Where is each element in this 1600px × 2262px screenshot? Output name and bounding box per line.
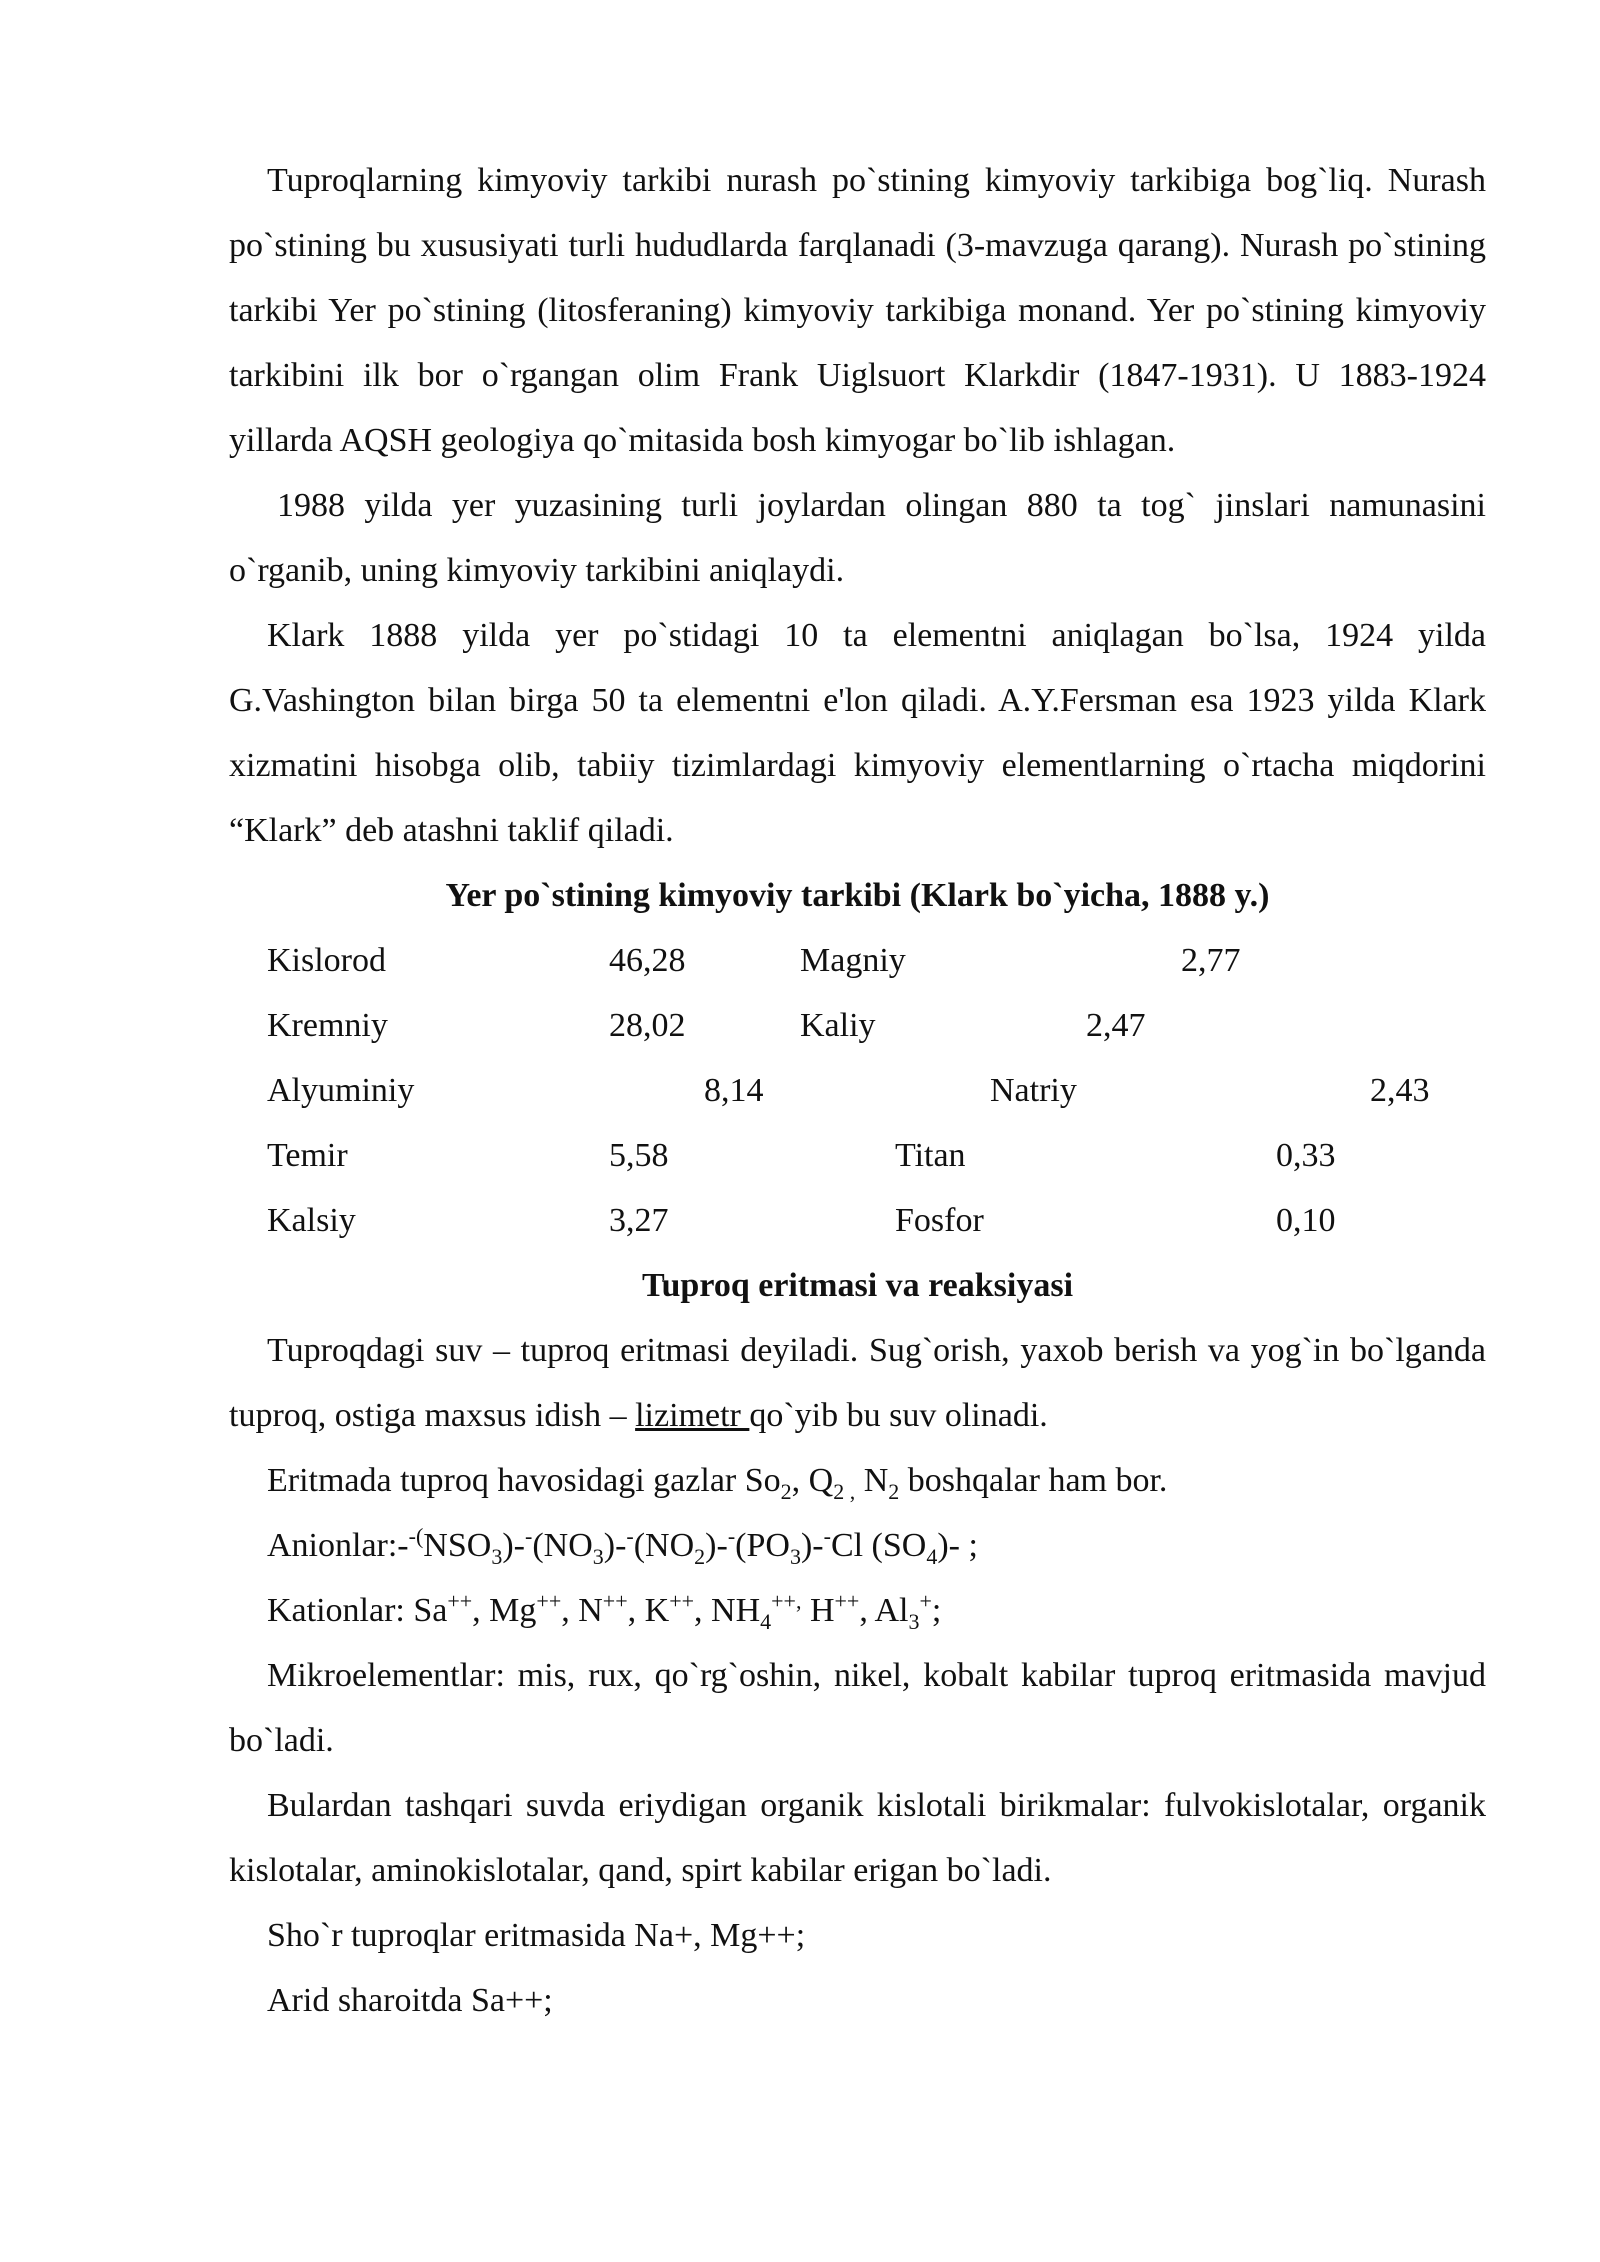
text: , Al (859, 1592, 909, 1629)
subscript: 4 (760, 1608, 772, 1634)
element-value: 28,02 (609, 1007, 686, 1044)
subscript: 2 , (833, 1478, 856, 1504)
element-name: Temir (267, 1137, 348, 1174)
element-name: Natriy (990, 1072, 1077, 1109)
superscript: - (626, 1523, 634, 1549)
element-name: Alyuminiy (267, 1072, 415, 1109)
element-name: Magniy (800, 942, 906, 979)
superscript: + (919, 1588, 932, 1614)
table-row (229, 1058, 1486, 1123)
superscript: ++ (669, 1588, 695, 1614)
subscript: 3 (491, 1543, 503, 1569)
table-row (229, 1123, 1486, 1188)
element-value: 0,33 (1276, 1137, 1336, 1174)
subscript: 3 (789, 1543, 801, 1569)
lizimetr-term: lizimetr (635, 1397, 750, 1434)
cations-line (229, 1578, 1486, 1643)
text: Cl (SO (830, 1527, 927, 1564)
element-name: Kislorod (267, 942, 386, 979)
microelements-paragraph: Mikroelementlar: mis, rux, qo`rg`oshin, nikel, kobalt kabilar tuproq eritmasida mavjud bo`ladi. (229, 1657, 1486, 1759)
superscript: - (823, 1523, 831, 1549)
text: )- (705, 1527, 728, 1564)
text: (PO (735, 1527, 790, 1564)
text: , Q (791, 1462, 834, 1499)
text: NSO (423, 1527, 492, 1564)
subscript: 4 (926, 1543, 938, 1569)
element-value: 2,43 (1370, 1072, 1430, 1109)
text: Eritmada tuproq havosidagi gazlar So (267, 1462, 781, 1499)
text: qo`yib bu suv olinadi. (749, 1397, 1048, 1434)
superscript: ++ (536, 1588, 562, 1614)
element-value: 2,77 (1181, 942, 1241, 979)
element-value: 2,47 (1086, 1007, 1146, 1044)
text: )- ; (937, 1527, 978, 1564)
subscript: 3 (592, 1543, 604, 1569)
text: )- (502, 1527, 525, 1564)
subscript: 2 (780, 1478, 792, 1504)
text: (NO (532, 1527, 593, 1564)
superscript: ++, (771, 1588, 802, 1614)
text: , N (561, 1592, 603, 1629)
text: Tuproqdagi suv – tuproq eritmasi deyiladi. Sug`orish, yaxob berish va yog`in bo`lganda tuproq, ostiga maxsus idish – (229, 1332, 1486, 1434)
element-name: Kaliy (800, 1007, 876, 1044)
text: )- (800, 1527, 824, 1564)
table-row (229, 1188, 1486, 1253)
element-value: 0,10 (1276, 1202, 1336, 1239)
element-value: 46,28 (609, 942, 686, 979)
element-table (229, 928, 1486, 1253)
intro-paragraph-3: Klark 1888 yilda yer po`stidagi 10 ta elementni aniqlagan bo`lsa, 1924 yilda G.Vashington bilan birga 50 ta elementni e'lon qiladi. A.Y.Fersman esa 1923 yilda Klark xizmatini hisobga olib, tabiiy tizimlardagi kimyoviy elementlarning o`rtacha miqdorini “Klark” deb atashni taklif qiladi. (229, 617, 1486, 849)
section-title: Tuproq eritmasi va reaksiyasi (641, 1267, 1074, 1304)
gases-line (229, 1448, 1486, 1513)
element-value: 3,27 (609, 1202, 669, 1239)
table-row (229, 993, 1486, 1058)
text: )- (603, 1527, 627, 1564)
superscript: - (524, 1523, 533, 1549)
element-value: 5,58 (609, 1137, 669, 1174)
subscript: 2 (888, 1478, 900, 1504)
text: Kationlar: Sa (267, 1592, 448, 1629)
superscript: ++ (834, 1588, 860, 1614)
subscript: 3 (908, 1608, 920, 1634)
element-name: Titan (895, 1137, 966, 1174)
text: , K (627, 1592, 670, 1629)
superscript: - (727, 1523, 736, 1549)
element-name: Fosfor (895, 1202, 984, 1239)
subscript: 2 (694, 1543, 706, 1569)
document-page (229, 148, 1486, 2033)
element-name: Kalsiy (267, 1202, 356, 1239)
element-value: 8,14 (704, 1072, 764, 1109)
intro-paragraph-2: 1988 yilda yer yuzasining turli joylardan olingan 880 ta tog` jinslari namunasini o`rganib, uning kimyoviy tarkibini aniqlaydi. (229, 487, 1486, 589)
superscript: ++ (602, 1588, 628, 1614)
anions-line (229, 1513, 1486, 1578)
table-row (229, 928, 1486, 993)
arid-conditions-line: Arid sharoitda Sa++; (267, 1982, 553, 2019)
text: ; (931, 1592, 942, 1629)
organic-compounds-paragraph: Bulardan tashqari suvda eriydigan organik kislotali birikmalar: fulvokislotalar, organik kislotalar, aminokislotalar, qand, spirt kabilar erigan bo`ladi. (229, 1787, 1486, 1889)
superscript: ++ (447, 1588, 473, 1614)
intro-paragraph-1: Tuproqlarning kimyoviy tarkibi nurash po`stining kimyoviy tarkibiga bog`liq. Nurash po`stining bu xususiyati turli hududlarda farqlanadi (3-mavzuga qarang). Nurash po`stining tarkibi Yer po`stining (litosferaning) kimyoviy tarkibiga monand. Yer po`stining kimyoviy tarkibini ilk bor o`rgangan olim Frank Uiglsuort Klarkdir (1847-1931). U 1883-1924 yillarda AQSH geologiya qo`mitasida bosh kimyogar bo`lib ishlagan. (229, 162, 1486, 459)
soil-solution-paragraph (229, 1318, 1486, 1448)
text: N (855, 1462, 889, 1499)
text: H (801, 1592, 835, 1629)
text: boshqalar ham bor. (899, 1462, 1168, 1499)
saline-soils-line: Sho`r tuproqlar eritmasida Na+, Mg++; (267, 1917, 806, 1954)
table-title: Yer po`stining kimyoviy tarkibi (Klark bo`yicha, 1888 y.) (445, 877, 1270, 914)
superscript: -( (408, 1523, 424, 1549)
element-name: Kremniy (267, 1007, 388, 1044)
text: (NO (633, 1527, 695, 1564)
text: , NH (694, 1592, 761, 1629)
text: , Mg (472, 1592, 537, 1629)
text: Anionlar:- (267, 1527, 409, 1564)
